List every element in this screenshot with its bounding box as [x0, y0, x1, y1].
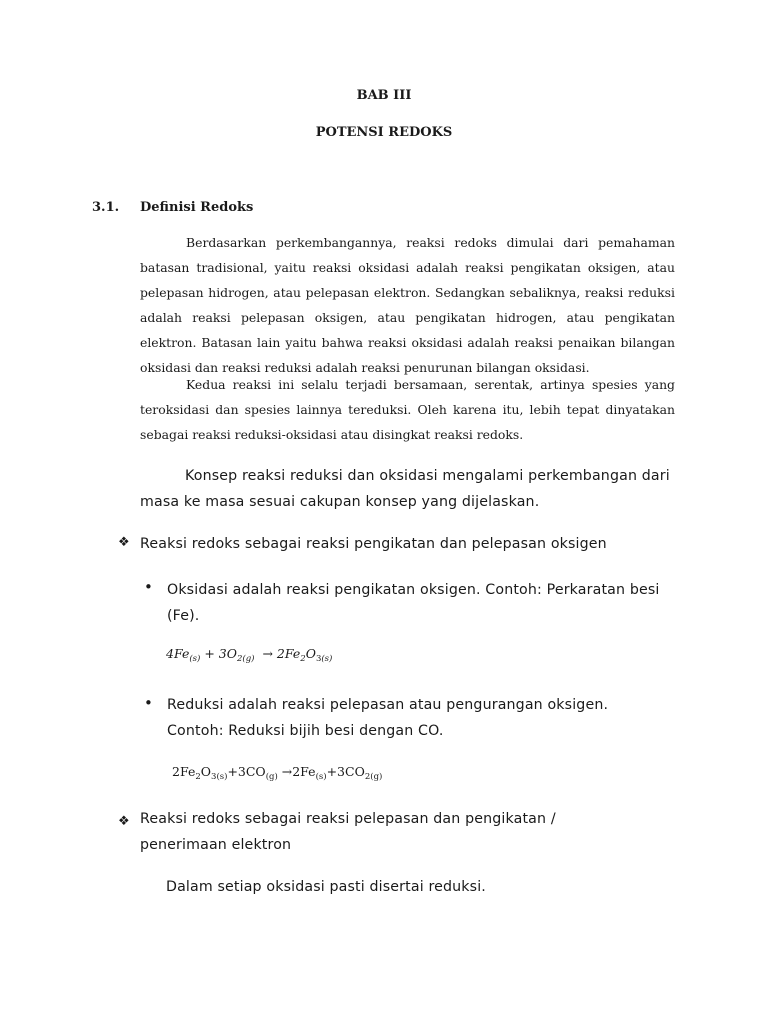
chapter-title: POTENSI REDOKS	[315, 125, 453, 140]
bullet-oxidation: Oksidasi adalah reaksi pengikatan oksigen. Contoh: Perkaratan besi (Fe).	[167, 582, 660, 624]
paragraph-definition	[140, 230, 675, 380]
paragraph-redox-pair: Dalam setiap oksidasi pasti disertai reduksi.	[166, 879, 486, 895]
paragraph-simultaneous	[140, 372, 675, 447]
bullet-reduction: Reduksi adalah reaksi pelepasan atau pengurangan oksigen. Contoh: Reduksi bijih besi dengan CO.	[167, 697, 609, 739]
point-oxygen-transfer: Reaksi redoks sebagai reaksi pengikatan dan pelepasan oksigen	[140, 536, 607, 552]
chapter-heading: BAB III	[356, 88, 412, 103]
section-title: Definisi Redoks	[140, 200, 254, 215]
bullet-icon: •	[144, 694, 153, 712]
bullet-icon: •	[144, 578, 153, 596]
paragraph-definition-text: Berdasarkan perkembangannya, reaksi redoks dimulai dari pemahaman batasan tradisional, yaitu reaksi oksidasi adalah reaksi pengikatan oksigen, atau pelepasan hidrogen, atau pelepasan elektron. Sedangkan sebaliknya, reaksi reduksi adalah reaksi pelepasan oksigen, atau pengikatan hidrogen, atau pengikatan elektron. Batasan lain yaitu bahwa reaksi oksidasi adalah reaksi penaikan bilangan oksidasi dan reaksi reduksi adalah reaksi penurunan bilangan oksidasi.	[140, 235, 675, 375]
paragraph-simultaneous-text: Kedua reaksi ini selalu terjadi bersamaan, serentak, artinya spesies yang teroksidasi dan spesies lainnya tereduksi. Oleh karena itu, lebih tepat dinyatakan sebagai reaksi reduksi-oksidasi atau disingkat reaksi redoks.	[140, 377, 675, 442]
diamond-bullet-icon: ❖	[118, 534, 130, 549]
point-electron-transfer: Reaksi redoks sebagai reaksi pelepasan dan pengikatan / penerimaan elektron	[140, 811, 556, 853]
equation-rusting: $4Fe_{(s)} + 3O_{2(g)} \to 2Fe_2O_{3(s)}$	[166, 646, 333, 664]
diamond-bullet-icon: ❖	[118, 813, 130, 828]
section-number: 3.1.	[92, 200, 120, 215]
equation-iron-ore-reduction: $2Fe_2O_{3(s)}+3CO_{(g)} \to 2Fe_{(s)}+3CO_{2(g)}$	[172, 764, 383, 782]
paragraph-concept: Konsep reaksi reduksi dan oksidasi mengalami perkembangan dari masa ke masa sesuai cakupan konsep yang dijelaskan.	[140, 468, 670, 510]
